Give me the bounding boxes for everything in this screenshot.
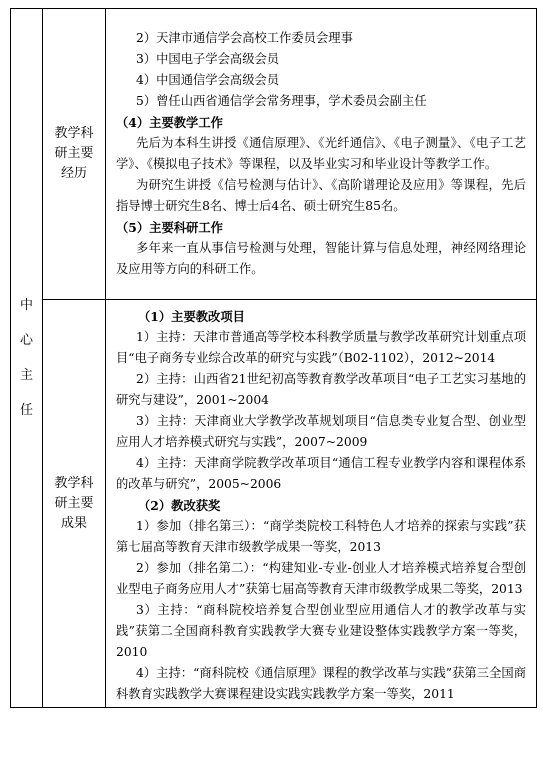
research-heading: （5）主要科研工作 (116, 220, 223, 235)
label-line: 研主要 (54, 495, 94, 511)
role-char: 主 (19, 368, 33, 383)
table-row (11, 9, 537, 300)
label-line: 教学科 (54, 126, 94, 141)
membership-item: 4）中国通信学会高级会员 (136, 73, 280, 87)
project-item: 1）主持：天津市普通高等学校本科教学质量与教学改革研究计划重点项目“电子商务专业综合改革的研究与实践”（B02-1102），2012~2014 (116, 330, 526, 365)
award-item: 4）主持：“商科院校《通信原理》课程的教学改革与实践”获第三全国商科教育实践教学大赛课程建设实践实践教学方案一等奖，2011 (116, 666, 526, 701)
resume-table (10, 8, 537, 708)
section-label-cell (43, 300, 106, 708)
role-label-cell (11, 9, 43, 708)
role-label (11, 288, 42, 428)
role-char: 任 (19, 403, 33, 418)
award-item: 2）参加（排名第二）：“构建知业-专业-创业人才培养模式培养复合型创业型电子商务应用人才”获第七届高等教育天津市级教学成果二等奖，2013 (116, 561, 526, 596)
results-content (106, 300, 537, 708)
membership-item: 5）曾任山西省通信学会常务理事，学术委员会副主任 (136, 94, 427, 108)
projects-heading: （1）主要教改项目 (138, 309, 245, 324)
awards-heading: （2）教改获奖 (138, 498, 221, 513)
experience-content (106, 9, 537, 300)
section-label-cell (43, 9, 106, 300)
project-item: 2）主持：山西省21世纪初高等教育教学改革项目“电子工艺实习基地的研究与建设”，2001~2004 (116, 372, 526, 407)
label-line: 经历 (60, 166, 87, 181)
section-label-experience (43, 124, 105, 184)
award-item: 3）主持：“商科院校培养复合型创业型应用通信人才的教学改革与实践”获第二全国商科教育实践教学大赛专业建设整体实践教学方案一等奖，2010 (116, 603, 526, 659)
teaching-paragraph: 为研究生讲授《信号检测与估计》、《高阶谱理论及应用》等课程，先后指导博士研究生8名、博士后4名、硕士研究生85名。 (116, 178, 526, 213)
role-char: 中 (19, 298, 33, 313)
label-line: 成果 (60, 515, 87, 531)
membership-item: 3）中国电子学会高级会员 (136, 52, 280, 66)
research-paragraph: 多年来一直从事信号检测与处理，智能计算与信息处理，神经网络理论及应用等方向的科研工作。 (116, 241, 526, 276)
project-item: 4）主持：天津商学院教学改革项目“通信工程专业教学内容和课程体系的改革与研究”，2005~2006 (116, 456, 526, 491)
role-char: 心 (19, 333, 33, 348)
label-line: 教学科 (54, 475, 94, 491)
project-item: 3）主持：天津商业大学教学改革规划项目“信息类专业复合型、创业型应用人才培养模式研究与实践”，2007~2009 (116, 414, 526, 449)
label-line: 研主要 (54, 146, 94, 161)
teaching-heading: （4）主要教学工作 (116, 115, 223, 130)
teaching-paragraph: 先后为本科生讲授《通信原理》、《光纤通信》、《电子测量》、《电子工艺学》、《模拟电子技术》等课程，以及毕业实习和毕业设计等教学工作。 (116, 136, 526, 171)
section-label-results (43, 474, 105, 534)
award-item: 1）参加（排名第三）：“商学类院校工科特色人才培养的探索与实践”获第七届高等教育天津市级教学成果一等奖，2013 (116, 519, 526, 554)
table-row (11, 300, 537, 708)
membership-item: 2）天津市通信学会高校工作委员会理事 (136, 31, 353, 45)
